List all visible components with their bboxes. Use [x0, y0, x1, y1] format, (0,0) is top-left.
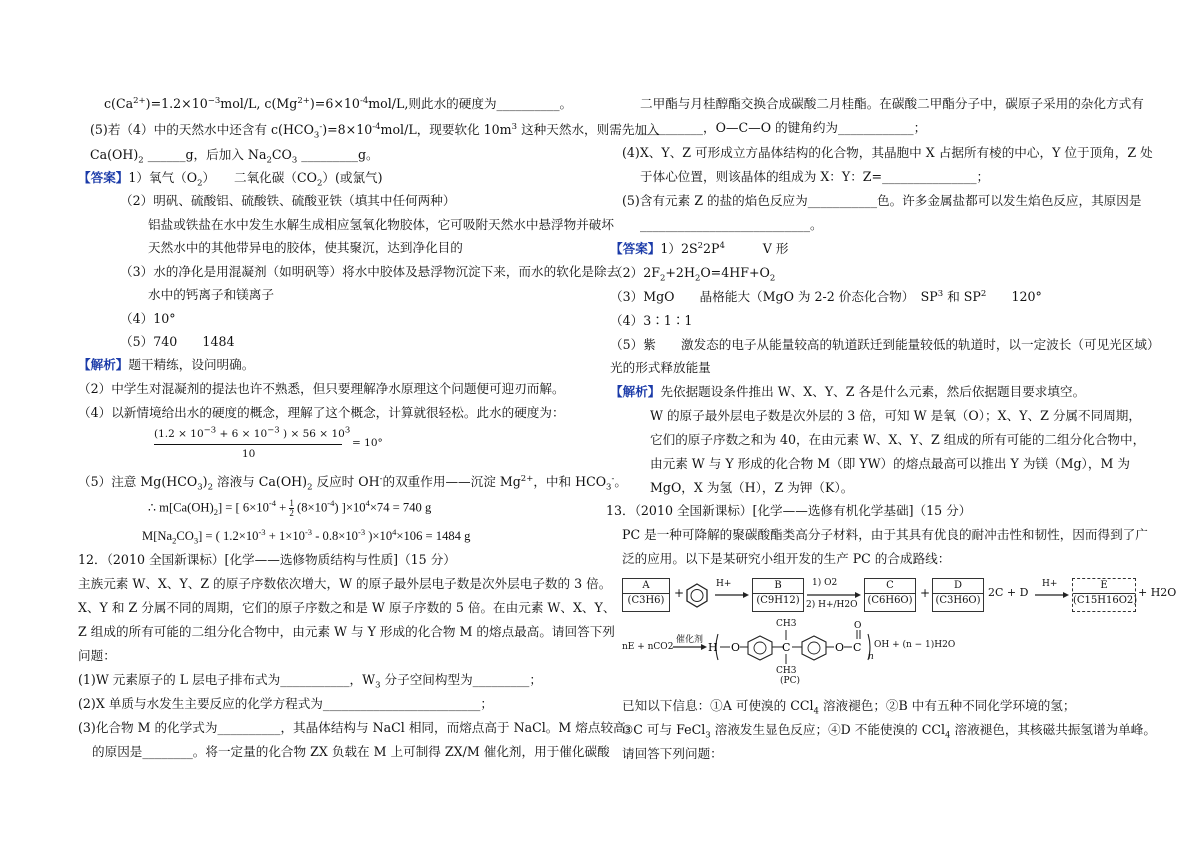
right-explanation-1: 【解析】先依据题设条件推出 W、X、Y、Z 各是什么元素，然后依据题目要求填空。	[610, 384, 1086, 399]
fraction-bar	[154, 444, 342, 445]
q13-stem-1: PC 是一种可降解的聚碳酸酯类高分子材料，由于其具有优良的耐冲击性和韧性，因而得到了广	[622, 527, 1148, 542]
q12-part5-cont: ___________________________。	[640, 217, 823, 232]
arrow-1-icon	[714, 590, 750, 600]
calc-caoh2: ∴ $m[Ca(OH)_2]$ = [ $6\times 10^{-4}$ + $\frac{1}{2}$ $(8\times 10^{-4}) ]\times 10^4\times 74 = 740$ g	[148, 498, 432, 518]
explanation-tag: 【解析】	[78, 357, 129, 372]
svg-text:C: C	[782, 641, 791, 654]
arrow-3-icon	[1034, 590, 1070, 600]
right-answer-4: （4）3∶1∶1	[610, 313, 693, 328]
q13-stem-2: 泛的应用。以下是某研究小组开发的生产 PC 的合成路线：	[622, 551, 951, 566]
explanation-line-2: （2）中学生对混凝剂的提法也许不熟悉，但只要理解净水原理这个问题便可迎刃而解。	[78, 381, 565, 396]
q12-part1: (1)W 元素原子的 L 层电子排布式为___________，$W_3$ 分子空间构型为_________；	[78, 672, 542, 691]
fraction-denominator: 10	[242, 448, 256, 460]
q12-part3-cont: 的原因是________。将一定量的化合物 ZX 负载在 M 上可制得 ZX/M 催化剂，用于催化碳酸	[92, 744, 610, 759]
half-fraction: $\frac{1}{2}$	[289, 498, 294, 518]
plus-sign: +	[674, 586, 685, 600]
right-explanation-2: W 的原子最外层电子数是次外层的 3 倍，可知 W 是氧（O）；X、Y、Z 分属不同周期，	[650, 408, 1141, 423]
right-line-2: __________，O—C—O 的键角约为____________；	[640, 120, 927, 135]
synthesis-scheme	[622, 576, 1177, 686]
fraction-numerator: ($1.2 \times 10^{-3} + 6 \times 10^{-3}$ ) × $56 \times 10^3$	[154, 425, 351, 440]
compound-b-box: B (C9H12)	[752, 578, 804, 612]
q12-part3: (3)化合物 M 的化学式为__________，其晶体结构与 NaCl 相同，而熔点高于 NaCl。M 熔点较高	[78, 720, 626, 735]
explanation-line-1: 【解析】题干精练，设问明确。	[78, 357, 255, 372]
polymerization-products: OH + (n − 1)H2O	[874, 640, 956, 650]
q12-part4: (4)X、Y、Z 可形成立方晶体结构的化合物，其晶胞中 X 占据所有棱的中心，Y 位于顶角，Z 处	[622, 145, 1153, 160]
arrow-4-icon	[672, 642, 708, 652]
arrow-2-icon	[806, 590, 862, 600]
q11-part5: (5)若（4）中的天然水中还含有 $c(HCO_3^-)=8\times 10^{-4}mol/L$，现要软化 $10m^3$ 这种天然水，则需先加入	[90, 121, 660, 141]
right-answer-1: 【答案】$1)2S^22P^4$ V 形	[610, 240, 789, 256]
q12-title: 12．（2010 全国新课标）[化学——选修物质结构与性质]（15 分）	[78, 552, 456, 567]
acid-catalyst-label: H+	[716, 579, 732, 589]
benzene-icon	[684, 582, 710, 608]
step-1-label: 1) O2	[812, 578, 838, 588]
compound-a-box: A (C3H6)	[622, 578, 670, 612]
right-explanation-tag: 【解析】	[610, 384, 661, 399]
svg-text:H: H	[708, 641, 718, 654]
polymerization-reactants: nE + nCO2	[622, 642, 674, 652]
pc-label: (PC)	[780, 676, 800, 686]
right-answer-tag: 【答案】	[610, 241, 661, 256]
svg-text:O: O	[731, 641, 741, 654]
answer-line-4: 天然水中的其他带异电的胶体，使其聚沉，达到净化目的	[148, 240, 463, 255]
right-answer-5: （5）紫 激发态的电子从能量较高的轨道跃迁到能量较低的轨道时，以一定波长（可见光区域）	[610, 337, 1160, 352]
right-line-1: 二甲酯与月桂醇酯交换合成碳酸二月桂酯。在碳酸二甲酯分子中，碳原子采用的杂化方式有	[640, 96, 1144, 111]
catalyst-label: 催化剂	[676, 635, 704, 645]
q12-stem-2: X、Y 和 Z 分属不同的周期，它们的原子序数之和是 W 原子序数的 5 倍。在由元素 W、X、Y、	[78, 600, 616, 615]
q12-stem-4: 问题：	[78, 648, 116, 663]
repeat-n: n	[868, 652, 874, 662]
q12-stem-1: 主族元素 W、X、Y、Z 的原子序数依次增大，W 的原子最外层电子数是次外层电子数的 3 倍。	[78, 576, 612, 591]
q11-part5-cont: $Ca(OH)_2$ ______g，后加入 $Na_2CO_3$ _________g。	[90, 147, 379, 166]
explanation-line-3: （4）以新情境给出水的硬度的概念，理解了这个概念，计算就很轻松。此水的硬度为：	[78, 405, 565, 420]
answer-line-7: （4）10°	[120, 311, 176, 326]
answer-line-2: （2）明矾、硫酸铝、硫酸铁、硫酸亚铁（填其中任何两种）	[120, 193, 456, 208]
q13-title: 13．（2010 全国新课标）[化学——选修有机化学基础]（15 分）	[606, 503, 972, 518]
right-answer-3: （3）MgO 晶格能大（MgO 为 2-2 价态化合物） $SP^3$ 和 $SP^2$ 120°	[610, 288, 1042, 304]
info-line-1: 已知以下信息：①A 可使溴的 CCl$_4$ 溶液褪色；②B 中有五种不同化学环境的氢；	[622, 698, 1076, 717]
answer-tag: 【答案】	[78, 170, 129, 185]
right-explanation-3: 它们的原子序数之和为 40，在由元素 W、X、Y、Z 组成的所有可能的二组分化合物中，	[650, 432, 1146, 447]
answer-line-8: （5）740 1484	[120, 334, 235, 349]
pc-structure-icon	[708, 618, 1008, 676]
acid-catalyst-label-2: H+	[1042, 579, 1058, 589]
explanation-line-5: （5）注意 $Mg(HCO_3)_2$ 溶液与 $Ca(OH)_2$ 反应时 OH-的双重作用——沉淀 $Mg^{2+}$，中和 $HCO_3^-$。	[78, 473, 627, 493]
right-answer-2: $(2)2F_2+2H_2O=4HF+O_2$	[610, 265, 776, 284]
svg-text:O: O	[854, 621, 862, 631]
svg-text:O: O	[835, 641, 845, 654]
answer-line-5: （3）水的净化是用混凝剂（如明矾等）将水中胶体及悬浮物沉淀下来，而水的软化是除去	[120, 264, 620, 279]
compound-e-box: E (C15H16O2)	[1072, 578, 1136, 612]
methyl-top: CH3	[776, 619, 797, 629]
step-2-label: 2) H+/H2O	[806, 600, 858, 610]
info-line-2: ③C 可与 FeCl$_3$ 溶液发生显色反应；④D 不能使溴的 CCl$_4$ 溶液褪色，其核磁共振氢谱为单峰。	[622, 722, 1156, 741]
calc-na2co3: $M[Na_2CO_3]$ = ( $1.2\times 10^{-3} + 1\times 10^{-3} - 0.8\times 10^{-3}$ )$\times 10^4\times 106 = 1484$ g	[142, 526, 471, 546]
answer-line-6: 水中的钙离子和镁离子	[148, 287, 274, 302]
info-line-3: 请回答下列问题：	[622, 746, 723, 761]
answer-line-3: 铝盐或铁盐在水中发生水解生成相应氢氧化物胶体，它可吸附天然水中悬浮物并破坏	[148, 217, 614, 232]
answer-line-1: 【答案】1）氧气$(O_2)$ 二氧化碳$(CO_2)$(或氯气)	[78, 170, 383, 189]
methyl-bottom: CH3	[776, 666, 797, 676]
right-explanation-5: MgO，X 为氢（H），Z 为钾（K）。	[650, 480, 854, 495]
q12-stem-3: Z 组成的所有可能的二组分化合物中，由元素 W 与 Y 形成的化合物 M 的熔点最高。请回答下列	[78, 624, 615, 639]
q12-part4-cont: 于体心位置，则该晶体的组成为 X：Y：Z=_______________；	[640, 169, 990, 184]
right-explanation-4: 由元素 W 与 Y 形成的化合物 M（即 YW）的熔点最高可以推出 Y 为镁（Mg），M 为	[650, 456, 1130, 471]
plus-sign-2: +	[920, 586, 931, 600]
q12-part5: (5)含有元素 Z 的盐的焰色反应为___________色。许多金属盐都可以发生焰色反应，其原因是	[622, 193, 1142, 208]
water-product: + H2O	[1138, 586, 1177, 599]
compound-c-box: C (C6H6O)	[864, 578, 916, 612]
right-answer-6: 光的形式释放能量	[610, 360, 711, 375]
compound-d-box: D (C3H6O)	[932, 578, 984, 612]
fraction-result: = 10°	[352, 437, 383, 449]
hardness-line: $c(Ca^{2+})=1.2\times 10^{-3}mol/L$, $c(Mg^{2+})=6\times 10^{-4}mol/L$,则此水的硬度为__________。	[104, 95, 573, 111]
q12-part2: (2)X 单质与水发生主要反应的化学方程式为_________________________；	[78, 696, 493, 711]
reactants-label: 2C + D	[988, 586, 1029, 599]
svg-text:C: C	[853, 641, 862, 654]
